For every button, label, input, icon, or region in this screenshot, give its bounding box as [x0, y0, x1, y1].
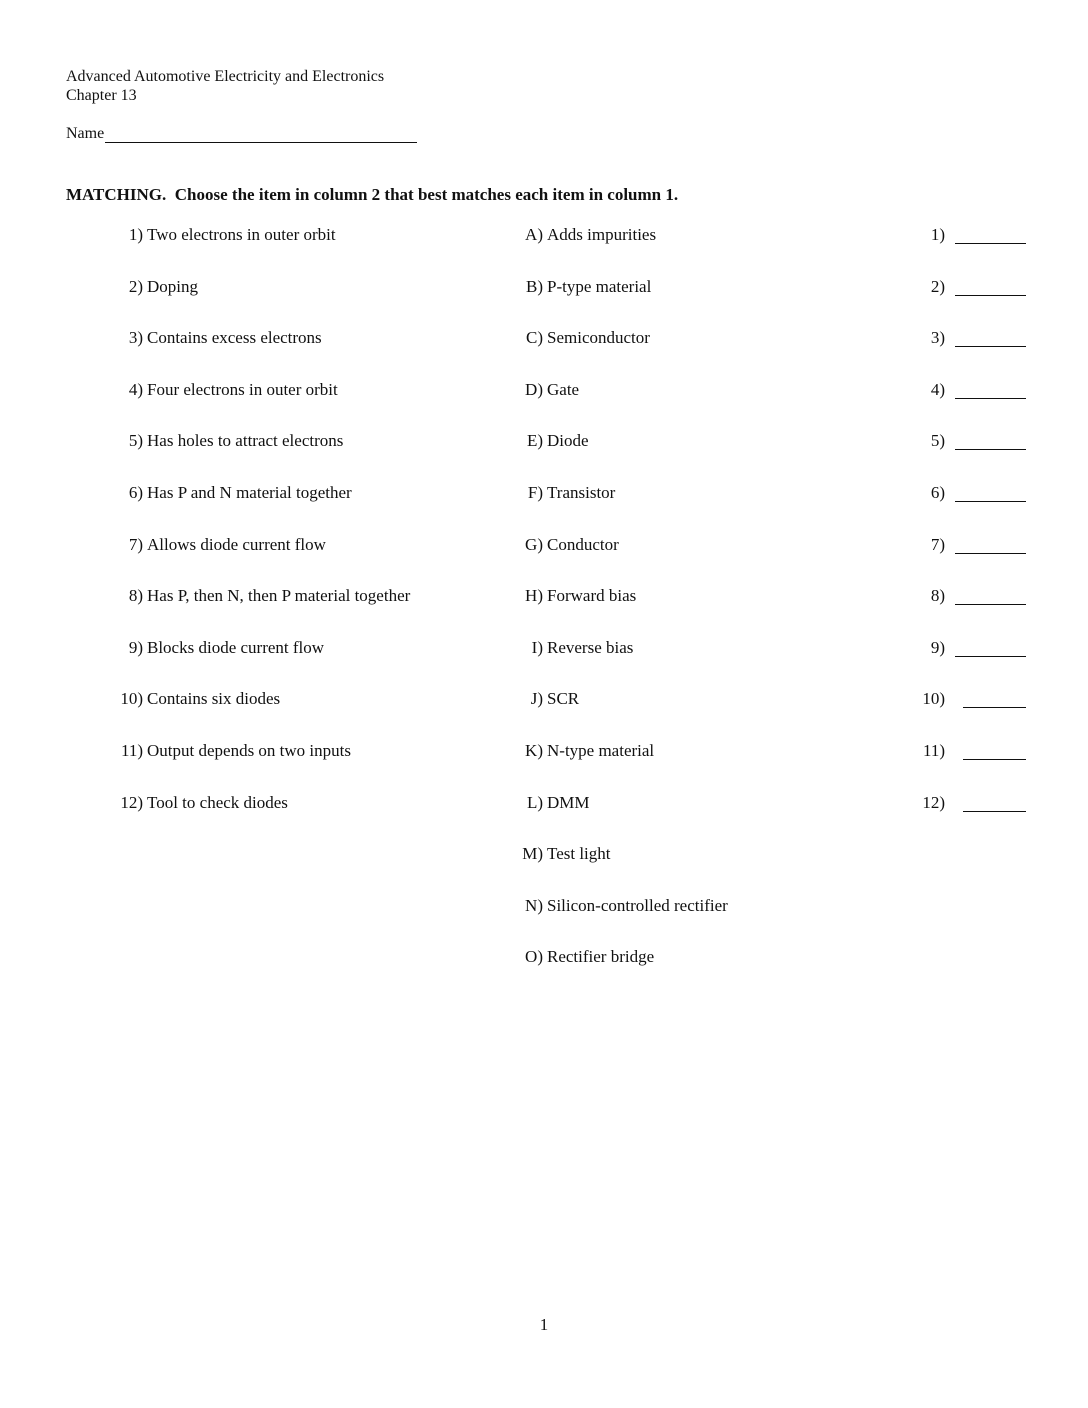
- answer-blank[interactable]: [955, 243, 1026, 244]
- matching-row: [0, 483, 1088, 507]
- matching-instructions: MATCHING. Choose the item in column 2 that best matches each item in column 1.: [66, 185, 679, 204]
- choice-text: Transistor: [547, 483, 616, 502]
- question-number: 5): [128, 431, 143, 450]
- question-number: 4): [128, 380, 143, 399]
- choice-letter: K): [525, 741, 543, 760]
- answer-number: 7): [930, 535, 945, 554]
- question-text: Allows diode current flow: [147, 535, 326, 554]
- answer-blank[interactable]: [955, 501, 1026, 502]
- question-text: Has P, then N, then P material together: [147, 586, 411, 605]
- choice-letter: O): [525, 947, 543, 966]
- question-number: 7): [128, 535, 143, 554]
- choice-letter: F): [527, 483, 543, 502]
- question-text: Tool to check diodes: [147, 793, 288, 812]
- matching-row: [0, 535, 1088, 559]
- choice-letter: E): [526, 431, 543, 450]
- answer-blank[interactable]: [963, 759, 1026, 760]
- name-label: Name: [66, 125, 105, 142]
- matching-row: [0, 947, 1088, 971]
- matching-row: [0, 586, 1088, 610]
- answer-blank[interactable]: [955, 553, 1026, 554]
- answer-number: 10): [922, 689, 945, 708]
- choice-text: Silicon-controlled rectifier: [547, 896, 728, 915]
- answer-number: 12): [922, 793, 945, 812]
- matching-row: [0, 225, 1088, 249]
- question-number: 6): [128, 483, 143, 502]
- choice-letter: D): [525, 380, 543, 399]
- question-number: 3): [128, 328, 143, 347]
- matching-row: [0, 328, 1088, 352]
- choice-text: SCR: [547, 689, 580, 708]
- question-text: Doping: [147, 277, 198, 296]
- question-text: Has holes to attract electrons: [147, 431, 344, 450]
- answer-number: 9): [930, 638, 945, 657]
- choice-text: DMM: [547, 793, 590, 812]
- choice-text: Adds impurities: [547, 225, 657, 244]
- answer-number: 1): [930, 225, 945, 244]
- answer-number: 5): [930, 431, 945, 450]
- question-number: 8): [128, 586, 143, 605]
- question-text: Contains six diodes: [147, 689, 281, 708]
- answer-blank[interactable]: [955, 295, 1026, 296]
- question-number: 2): [128, 277, 143, 296]
- choice-letter: N): [525, 896, 543, 915]
- page-number: 1: [539, 1315, 549, 1334]
- choice-text: Reverse bias: [547, 638, 634, 657]
- matching-row: [0, 431, 1088, 455]
- matching-row: [0, 380, 1088, 404]
- question-text: Output depends on two inputs: [147, 741, 351, 760]
- choice-text: Rectifier bridge: [547, 947, 655, 966]
- choice-text: Semiconductor: [547, 328, 650, 347]
- name-field[interactable]: [105, 125, 417, 143]
- choice-text: Forward bias: [547, 586, 637, 605]
- matching-row: [0, 638, 1088, 662]
- choice-letter: L): [526, 793, 543, 812]
- choice-text: Gate: [547, 380, 580, 399]
- name-row: [66, 125, 417, 143]
- choice-letter: J): [530, 689, 543, 708]
- question-text: Four electrons in outer orbit: [147, 380, 338, 399]
- choice-letter: M): [522, 844, 543, 863]
- question-number: 12): [120, 793, 143, 812]
- answer-blank[interactable]: [955, 604, 1026, 605]
- answer-number: 2): [930, 277, 945, 296]
- question-text: Contains excess electrons: [147, 328, 322, 347]
- choice-letter: G): [525, 535, 543, 554]
- question-number: 10): [120, 689, 143, 708]
- choice-letter: H): [525, 586, 543, 605]
- choice-letter: B): [526, 277, 543, 296]
- answer-number: 3): [930, 328, 945, 347]
- answer-number: 11): [922, 741, 945, 760]
- matching-row: [0, 793, 1088, 817]
- course-title: Advanced Automotive Electricity and Electronics: [66, 68, 385, 85]
- answer-blank[interactable]: [955, 398, 1026, 399]
- choice-letter: I): [531, 638, 543, 657]
- answer-number: 8): [930, 586, 945, 605]
- question-number: 1): [128, 225, 143, 244]
- answer-blank[interactable]: [963, 707, 1026, 708]
- question-text: Has P and N material together: [147, 483, 352, 502]
- answer-number: 4): [930, 380, 945, 399]
- chapter-label: Chapter 13: [66, 87, 137, 104]
- question-number: 9): [128, 638, 143, 657]
- choice-letter: A): [525, 225, 543, 244]
- answer-blank[interactable]: [955, 346, 1026, 347]
- question-text: Two electrons in outer orbit: [147, 225, 336, 244]
- choice-text: P-type material: [547, 277, 652, 296]
- choice-text: Test light: [547, 844, 611, 863]
- answer-blank[interactable]: [963, 811, 1026, 812]
- question-text: Blocks diode current flow: [147, 638, 325, 657]
- question-number: 11): [120, 741, 143, 760]
- matching-row: [0, 896, 1088, 920]
- matching-row: [0, 741, 1088, 765]
- answer-blank[interactable]: [955, 656, 1026, 657]
- answer-number: 6): [930, 483, 945, 502]
- choice-letter: C): [526, 328, 543, 347]
- choice-text: Conductor: [547, 535, 619, 554]
- matching-row: [0, 277, 1088, 301]
- matching-row: [0, 844, 1088, 868]
- choice-text: Diode: [547, 431, 589, 450]
- matching-row: [0, 689, 1088, 713]
- choice-text: N-type material: [547, 741, 655, 760]
- answer-blank[interactable]: [955, 449, 1026, 450]
